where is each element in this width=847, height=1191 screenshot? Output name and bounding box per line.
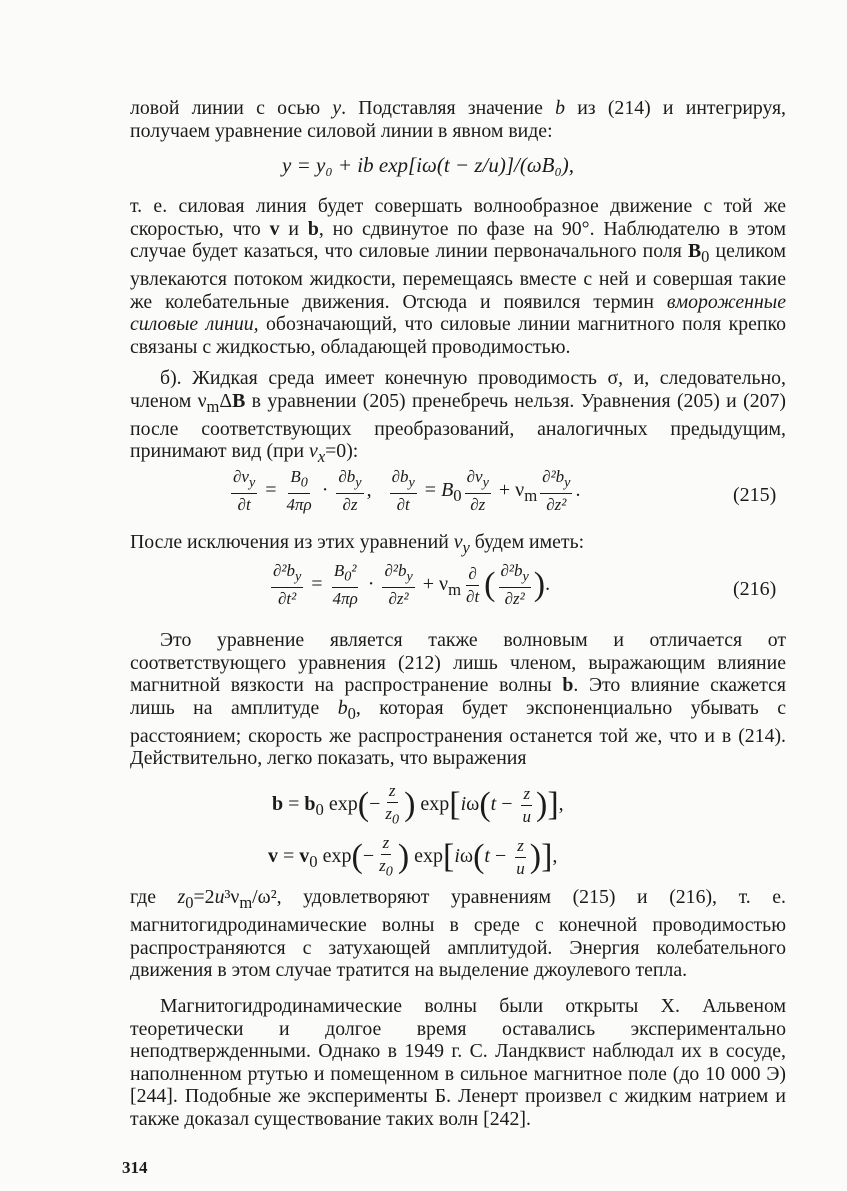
- equation-215-number: (215): [733, 484, 777, 506]
- paragraph-3: б). Жидкая среда имеет конечную проводимость σ, и, следовательно, членом $\nu_m\Delta B$ в уравнении (205) пренебречь нельзя. Уравнения (205) и (207) после соответствующих преобразований, аналогичных предыдущим, принимают вид (при $v_x=0$):: [130, 367, 786, 467]
- paragraph-1: ловой линии с осью y. Подставляя значение b из (214) и интегрируя, получаем уравнение силовой линии в явном виде:: [130, 97, 786, 142]
- equation-215: $\frac{\partial v_y}{\partial t}$ = $\frac{B_0}{4\pi\rho}$ · $\frac{\partial b_y}{\partial z}$ , $\frac{\partial b_y}{\partial t}$ = $B_0$ $\frac{\partial v_y}{\partial z}$ + $\nu_m$ $\frac{\partial^2b_y}{\text{∂z²}}$ .: [233, 467, 581, 515]
- paragraph-4: После исключения из этих уравнений $v_y$ будем иметь:: [130, 531, 585, 557]
- equation-216: $\frac{\partial^2b_y}{\text{∂t²}}$ = $\frac{B_0^2}{4\pi\rho}$ · $\frac{\partial^2b_y}{\text{∂z²}}$ + $\nu_m$ $\frac{\partial}{\partial t}$ ( $\frac{\partial^2b_y}{\text{∂z²}}$ ).: [273, 561, 551, 609]
- paragraph-5: Это уравнение является также волновым и отличается от соответствующего уравнения (212) лишь членом, выражающим влияние магнитной вязкости на распространение волны b. Это влияние скажется лишь на амплитуде $b_0$, которая будет экспоненциально убывать с расстоянием; скорость же распространения останется той же, что и в (214). Действительно, легко показать, что выражения: [130, 629, 786, 770]
- paragraph-7: Магнитогидродинамические волны были открыты Х. Альвеном теоретически и долгое время оставались экспериментально неподтвержденными. Однако в 1949 г. С. Ландквист наблюдал их в сосуде, наполненном ртутью и помещенном в сильное магнитное поле (до 10 000 Э) [244]. Подобные же эксперименты Б. Ленерт произвел с жидким натрием и также доказал существование таких волн [242].: [130, 995, 786, 1130]
- equation-b-solution: $b = b_0$ exp(− $\frac{z}{z_0}$ ) exp[iω(t − $\frac{z}{u}$ )],: [272, 781, 564, 828]
- page-number: 314: [122, 1158, 148, 1177]
- equation-216-number: (216): [733, 578, 777, 600]
- equation-v-solution: $v = v_0$ exp(− $\frac{z}{z_0}$ ) exp[iω(t − $\frac{z}{u}$ )],: [268, 833, 558, 880]
- paragraph-6: где $z_0=2u^3\nu_m/\omega^2$, удовлетворяют уравнениям (215) и (216), т. е. магнитогидродинамические волны в среде с конечной проводимостью распространяются с затухающей амплитудой. Энергия колебательного движения в этом случае тратится на выделение джоулевого тепла.: [130, 886, 786, 982]
- paragraph-2: т. е. силовая линия будет совершать волнообразное движение с той же скоростью, что v и b, но сдвинутое по фазе на 90°. Наблюдателю в этом случае будет казаться, что силовые линии первоначального поля $B_0$ целиком увлекаются потоком жидкости, перемещаясь вместе с ней и совершая такие же колебательные движения. Отсюда и появился термин вмороженные силовые линии, обозначающий, что силовые линии магнитного поля крепко связаны с жидкостью, обладающей проводимостью.: [130, 195, 787, 358]
- equation-field-line: y = y₀ + ib exp[iω(t − z/u)]/(ωB₀),: [282, 153, 575, 177]
